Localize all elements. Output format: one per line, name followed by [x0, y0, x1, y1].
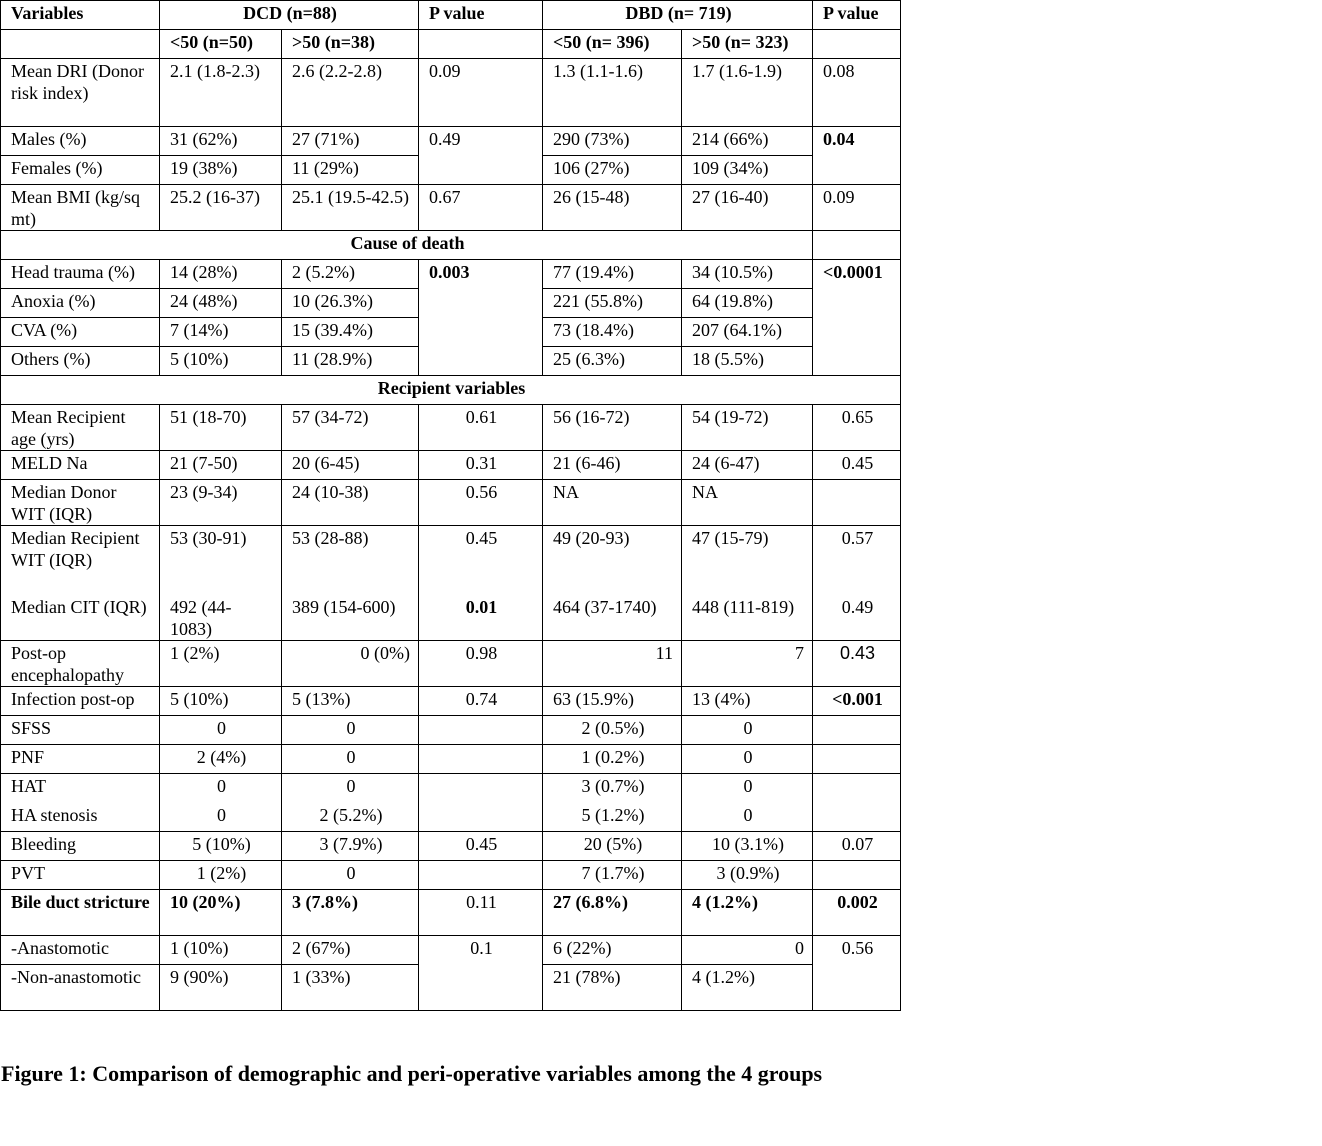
cell-dbd-gt50: 448 (111-819) [682, 595, 813, 641]
cell-dcd-gt50: 0 [282, 774, 419, 803]
cell-dbd-lt50: 26 (15-48) [543, 185, 682, 231]
row-label: Females (%) [1, 156, 160, 185]
cell-dbd-gt50: 0 [682, 774, 813, 803]
cell-dcd-gt50: 2 (5.2%) [282, 803, 419, 832]
cell-dbd-lt50: 464 (37-1740) [543, 595, 682, 641]
section-row [1, 231, 901, 260]
cell-dbd-gt50: 7 [682, 641, 813, 687]
row-label: Males (%) [1, 127, 160, 156]
cell-dbd-gt50: 207 (64.1%) [682, 318, 813, 347]
section-row [1, 376, 901, 405]
row-label: Median CIT (IQR) [1, 595, 160, 641]
table-row [1, 451, 901, 480]
cell-dbd-lt50: 20 (5%) [543, 832, 682, 861]
cell-pvalue-dcd: 0.45 [419, 526, 543, 595]
cell-dbd-gt50: 214 (66%) [682, 127, 813, 156]
cell-dcd-gt50: 1 (33%) [282, 965, 419, 1011]
cell-dbd-gt50: 1.7 (1.6-1.9) [682, 59, 813, 127]
cell-dcd-gt50: 0 [282, 861, 419, 890]
row-label: SFSS [1, 716, 160, 745]
table-row [1, 595, 901, 641]
row-label: Mean Recipient age (yrs) [1, 405, 160, 451]
table-row [1, 641, 901, 687]
cell-dcd-gt50: 15 (39.4%) [282, 318, 419, 347]
row-label: Mean BMI (kg/sq mt) [1, 185, 160, 231]
table-row [1, 803, 901, 832]
header-dcd-lt50: <50 (n=50) [160, 30, 282, 59]
cell-dcd-gt50: 53 (28-88) [282, 526, 419, 595]
row-label: Anoxia (%) [1, 289, 160, 318]
cell-dbd-lt50: 2 (0.5%) [543, 716, 682, 745]
row-label: Infection post-op [1, 687, 160, 716]
cell-dbd-lt50: 1 (0.2%) [543, 745, 682, 774]
table-row [1, 127, 901, 156]
row-label: Bile duct stricture [1, 890, 160, 936]
cell-dcd-gt50: 2 (67%) [282, 936, 419, 965]
header-dbd-lt50: <50 (n= 396) [543, 30, 682, 59]
cell-dcd-gt50: 2.6 (2.2-2.8) [282, 59, 419, 127]
cell-dbd-lt50: 1.3 (1.1-1.6) [543, 59, 682, 127]
row-label: Median Donor WIT (IQR) [1, 480, 160, 526]
cell-pvalue-dbd: 0.07 [813, 832, 901, 861]
cell-dbd-lt50: 73 (18.4%) [543, 318, 682, 347]
cell-dbd-gt50: 10 (3.1%) [682, 832, 813, 861]
row-label: Others (%) [1, 347, 160, 376]
header-variables: Variables [1, 1, 160, 30]
cell-dbd-lt50: 21 (78%) [543, 965, 682, 1011]
row-label: HAT [1, 774, 160, 803]
row-label: PVT [1, 861, 160, 890]
cell-pvalue-dcd: 0.45 [419, 832, 543, 861]
cell-pvalue-dcd: 0.31 [419, 451, 543, 480]
header-pvalue-dbd: P value [813, 1, 901, 30]
header-row [1, 1, 901, 30]
cell-dbd-lt50: 27 (6.8%) [543, 890, 682, 936]
cell-dcd-lt50: 1 (2%) [160, 641, 282, 687]
cell-pvalue-dbd: 0.04 [813, 127, 901, 185]
cell-dcd-lt50: 51 (18-70) [160, 405, 282, 451]
row-label: Bleeding [1, 832, 160, 861]
table-row [1, 745, 901, 774]
cell-dbd-lt50: 49 (20-93) [543, 526, 682, 595]
row-label: Head trauma (%) [1, 260, 160, 289]
cell-pvalue-dbd: 0.45 [813, 451, 901, 480]
cell-dcd-lt50: 10 (20%) [160, 890, 282, 936]
cell-dbd-lt50: 6 (22%) [543, 936, 682, 965]
cell-dbd-lt50: 63 (15.9%) [543, 687, 682, 716]
cell-pvalue-dcd: 0.1 [419, 936, 543, 1011]
cell-dcd-gt50: 3 (7.9%) [282, 832, 419, 861]
cell-dbd-gt50: NA [682, 480, 813, 526]
cell-pvalue-dbd: 0.43 [813, 641, 901, 687]
cell-dcd-lt50: 31 (62%) [160, 127, 282, 156]
cell-dcd-gt50: 2 (5.2%) [282, 260, 419, 289]
cell-dbd-gt50: 34 (10.5%) [682, 260, 813, 289]
table-row [1, 687, 901, 716]
cell-dbd-gt50: 24 (6-47) [682, 451, 813, 480]
cell-dcd-lt50: 9 (90%) [160, 965, 282, 1011]
cell-pvalue-dbd: 0.65 [813, 405, 901, 451]
cell-dcd-lt50: 25.2 (16-37) [160, 185, 282, 231]
cell-dbd-gt50: 47 (15-79) [682, 526, 813, 595]
cell-dcd-gt50: 5 (13%) [282, 687, 419, 716]
cell-pvalue-dcd: 0.61 [419, 405, 543, 451]
cell-dcd-lt50: 53 (30-91) [160, 526, 282, 595]
cell-dbd-lt50: 290 (73%) [543, 127, 682, 156]
cell-pvalue-dbd: <0.0001 [813, 260, 901, 376]
cell-dbd-lt50: 106 (27%) [543, 156, 682, 185]
cell-dcd-gt50: 11 (28.9%) [282, 347, 419, 376]
cell-dcd-lt50: 23 (9-34) [160, 480, 282, 526]
cell-dbd-lt50: 21 (6-46) [543, 451, 682, 480]
cell-pvalue-dcd: 0.09 [419, 59, 543, 127]
cell-dcd-lt50: 1 (2%) [160, 861, 282, 890]
cell-dcd-lt50: 0 [160, 716, 282, 745]
table-row [1, 526, 901, 595]
row-label: PNF [1, 745, 160, 774]
cell-dbd-lt50: 56 (16-72) [543, 405, 682, 451]
cell-dcd-lt50: 5 (10%) [160, 832, 282, 861]
figure-caption: Figure 1: Comparison of demographic and peri-operative variables among the 4 groups [1, 1061, 823, 1086]
cell-dcd-lt50: 492 (44-1083) [160, 595, 282, 641]
cell-dbd-gt50: 54 (19-72) [682, 405, 813, 451]
cell-dcd-lt50: 5 (10%) [160, 347, 282, 376]
cell-dcd-gt50: 25.1 (19.5-42.5) [282, 185, 419, 231]
table-row [1, 774, 901, 803]
cell-dcd-lt50: 14 (28%) [160, 260, 282, 289]
table-row [1, 716, 901, 745]
cell-pvalue-dcd: 0.98 [419, 641, 543, 687]
cell-dcd-lt50: 0 [160, 803, 282, 832]
header-pvalue-dcd: P value [419, 1, 543, 30]
cell-pvalue-dcd: 0.74 [419, 687, 543, 716]
cell-dbd-gt50: 0 [682, 803, 813, 832]
header-dcd-gt50: >50 (n=38) [282, 30, 419, 59]
cell-pvalue-dbd: 0.08 [813, 59, 901, 127]
cell-dbd-lt50: 7 (1.7%) [543, 861, 682, 890]
cell-pvalue-dbd: <0.001 [813, 687, 901, 716]
cell-dbd-lt50: NA [543, 480, 682, 526]
cell-dcd-gt50: 20 (6-45) [282, 451, 419, 480]
cell-dcd-lt50: 7 (14%) [160, 318, 282, 347]
cell-pvalue-dcd: 0.003 [419, 260, 543, 376]
row-label: Post-op encephalopathy [1, 641, 160, 687]
cell-dbd-lt50: 25 (6.3%) [543, 347, 682, 376]
cell-pvalue-dbd: 0.57 [813, 526, 901, 595]
table-row [1, 59, 901, 127]
cell-dcd-gt50: 0 [282, 745, 419, 774]
cell-pvalue-dcd: 0.49 [419, 127, 543, 185]
table-row [1, 861, 901, 890]
cell-pvalue-dbd: 0.002 [813, 890, 901, 936]
subheader-row [1, 30, 901, 59]
cell-pvalue-dcd: 0.56 [419, 480, 543, 526]
cell-pvalue-dbd: 0.56 [813, 936, 901, 1011]
row-label: -Non-anastomotic [1, 965, 160, 1011]
cell-dcd-lt50: 24 (48%) [160, 289, 282, 318]
row-label: CVA (%) [1, 318, 160, 347]
cell-dcd-gt50: 0 [282, 716, 419, 745]
table-row [1, 260, 901, 289]
row-label: Mean DRI (Donor risk index) [1, 59, 160, 127]
cell-dbd-lt50: 221 (55.8%) [543, 289, 682, 318]
cell-dcd-gt50: 11 (29%) [282, 156, 419, 185]
cell-dbd-gt50: 4 (1.2%) [682, 965, 813, 1011]
cell-dbd-gt50: 13 (4%) [682, 687, 813, 716]
row-label: -Anastomotic [1, 936, 160, 965]
cell-pvalue-dcd: 0.11 [419, 890, 543, 936]
cell-dbd-gt50: 18 (5.5%) [682, 347, 813, 376]
cell-dcd-gt50: 389 (154-600) [282, 595, 419, 641]
cell-dcd-gt50: 3 (7.8%) [282, 890, 419, 936]
cell-dbd-lt50: 3 (0.7%) [543, 774, 682, 803]
cell-dcd-lt50: 0 [160, 774, 282, 803]
cell-dbd-gt50: 0 [682, 936, 813, 965]
cell-dcd-gt50: 0 (0%) [282, 641, 419, 687]
cell-dcd-gt50: 57 (34-72) [282, 405, 419, 451]
cell-dbd-gt50: 0 [682, 745, 813, 774]
row-label: MELD Na [1, 451, 160, 480]
cell-dcd-lt50: 19 (38%) [160, 156, 282, 185]
cell-pvalue-dbd: 0.09 [813, 185, 901, 231]
cell-dcd-lt50: 2 (4%) [160, 745, 282, 774]
table-row [1, 480, 901, 526]
cell-dbd-gt50: 27 (16-40) [682, 185, 813, 231]
table-row [1, 890, 901, 936]
cell-dcd-gt50: 10 (26.3%) [282, 289, 419, 318]
cell-dcd-lt50: 1 (10%) [160, 936, 282, 965]
header-dcd: DCD (n=88) [160, 1, 419, 30]
cell-dcd-gt50: 27 (71%) [282, 127, 419, 156]
cell-dbd-lt50: 5 (1.2%) [543, 803, 682, 832]
cell-dcd-gt50: 24 (10-38) [282, 480, 419, 526]
header-dbd: DBD (n= 719) [543, 1, 813, 30]
cell-dcd-lt50: 21 (7-50) [160, 451, 282, 480]
header-dbd-gt50: >50 (n= 323) [682, 30, 813, 59]
section-cause-of-death: Cause of death [1, 231, 813, 260]
row-label: HA stenosis [1, 803, 160, 832]
table-row [1, 405, 901, 451]
table-row [1, 185, 901, 231]
cell-dbd-lt50: 11 [543, 641, 682, 687]
section-recipient-variables: Recipient variables [1, 376, 901, 405]
row-label: Median Recipient WIT (IQR) [1, 526, 160, 595]
cell-dcd-lt50: 2.1 (1.8-2.3) [160, 59, 282, 127]
table-row [1, 936, 901, 965]
cell-dbd-gt50: 109 (34%) [682, 156, 813, 185]
cell-dcd-lt50: 5 (10%) [160, 687, 282, 716]
cell-dbd-gt50: 64 (19.8%) [682, 289, 813, 318]
cell-dbd-gt50: 4 (1.2%) [682, 890, 813, 936]
cell-pvalue-dcd: 0.67 [419, 185, 543, 231]
cell-dbd-lt50: 77 (19.4%) [543, 260, 682, 289]
cell-dbd-gt50: 0 [682, 716, 813, 745]
cell-dbd-gt50: 3 (0.9%) [682, 861, 813, 890]
cell-pvalue-dbd: 0.49 [813, 595, 901, 641]
table-row [1, 832, 901, 861]
cell-pvalue-dcd: 0.01 [419, 595, 543, 641]
